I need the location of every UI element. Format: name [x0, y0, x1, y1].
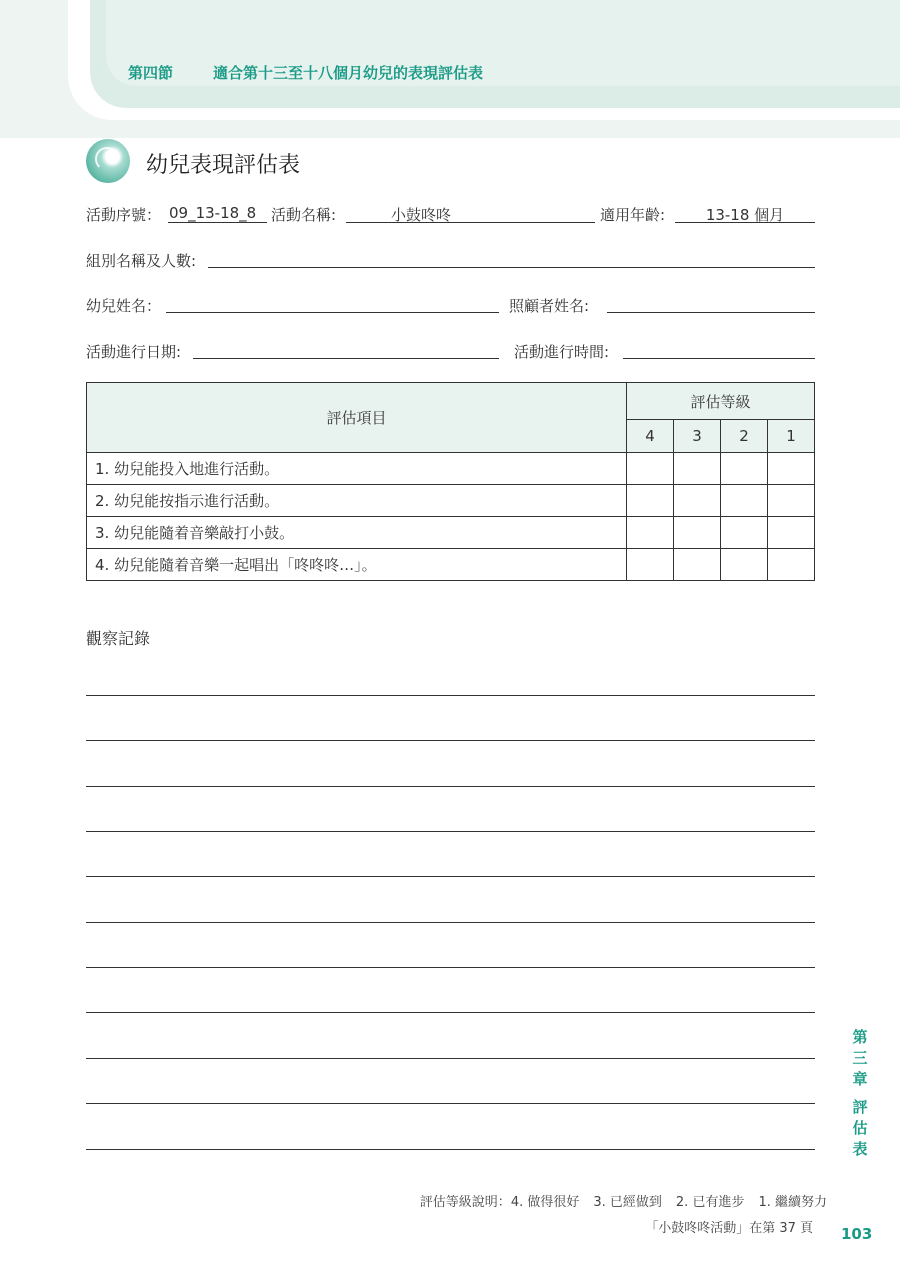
side-char: 評 [852, 1098, 868, 1116]
item-text: 3. 幼兒能隨着音樂敲打小鼓。 [87, 517, 627, 549]
child-name-label: 幼兒姓名： [86, 297, 162, 315]
level-4-header: 4 [627, 420, 674, 453]
side-tab-section [849, 1097, 871, 1160]
grade-cell[interactable] [721, 453, 768, 485]
observation-line[interactable] [86, 695, 815, 696]
level-1-header: 1 [768, 420, 815, 453]
side-tab-chapter [849, 1027, 871, 1090]
observation-line[interactable] [86, 786, 815, 787]
observation-line[interactable] [86, 876, 815, 877]
grade-cell[interactable] [627, 517, 674, 549]
grade-cell[interactable] [768, 549, 815, 581]
caregiver-field[interactable] [607, 312, 815, 313]
observation-line[interactable] [86, 1058, 815, 1059]
table-row [87, 549, 815, 581]
grade-cell[interactable] [627, 485, 674, 517]
legend-level-3: 3. 已經做到 [593, 1195, 662, 1210]
grade-cell[interactable] [674, 517, 721, 549]
legend-level-4: 4. 做得很好 [510, 1195, 580, 1210]
item-header: 評估項目 [87, 383, 627, 453]
level-3-header: 3 [674, 420, 721, 453]
observation-label: 觀察記錄 [86, 629, 151, 648]
table-row [87, 453, 815, 485]
table-row [87, 517, 815, 549]
side-char: 表 [852, 1140, 868, 1158]
caregiver-label: 照顧者姓名: [509, 297, 590, 315]
item-text: 4. 幼兒能隨着音樂一起唱出「咚咚咚…」。 [87, 549, 627, 581]
grade-cell[interactable] [674, 549, 721, 581]
sphere-bullet-icon [86, 139, 130, 183]
activity-reference: 「小鼓咚咚活動」在第 37 頁 [645, 1221, 813, 1236]
observation-line[interactable] [86, 922, 815, 923]
observation-line[interactable] [86, 967, 815, 968]
legend-level-1: 1. 繼續努力 [758, 1195, 827, 1210]
grade-cell[interactable] [627, 549, 674, 581]
grade-cell[interactable] [721, 517, 768, 549]
legend-label: 評估等級說明： [419, 1195, 511, 1210]
grade-cell[interactable] [768, 485, 815, 517]
observation-line[interactable] [86, 831, 815, 832]
activity-no-underline [168, 222, 267, 223]
side-char: 第 [852, 1028, 868, 1046]
grade-cell[interactable] [627, 453, 674, 485]
grade-cell[interactable] [674, 453, 721, 485]
item-text: 1. 幼兒能投入地進行活動。 [87, 453, 627, 485]
date-field[interactable] [193, 358, 499, 359]
grade-legend [420, 1191, 827, 1210]
activity-no-value: 09_13-18_8 [169, 204, 257, 222]
page-number: 103 [841, 1225, 873, 1243]
side-char: 章 [852, 1070, 868, 1088]
activity-name-value: 小鼓咚咚 [390, 206, 451, 224]
legend-level-2: 2. 已有進步 [675, 1195, 745, 1210]
observation-line[interactable] [86, 1103, 815, 1104]
time-label: 活動進行時間: [514, 343, 610, 361]
side-char: 估 [852, 1119, 868, 1137]
age-value: 13-18 個月 [705, 206, 785, 224]
group-field[interactable] [208, 267, 815, 268]
observation-line[interactable] [86, 1149, 815, 1150]
grade-cell[interactable] [721, 485, 768, 517]
grade-cell[interactable] [721, 549, 768, 581]
activity-no-label: 活動序號： [86, 206, 162, 224]
date-label: 活動進行日期: [86, 343, 182, 361]
time-field[interactable] [623, 358, 815, 359]
grade-cell[interactable] [674, 485, 721, 517]
activity-name-label: 活動名稱: [271, 206, 337, 224]
table-row [87, 485, 815, 517]
grade-cell[interactable] [768, 453, 815, 485]
section-title: 適合第十三至十八個月幼兒的表現評估表 [213, 64, 484, 82]
side-char: 三 [852, 1049, 868, 1067]
child-name-field[interactable] [166, 312, 499, 313]
level-2-header: 2 [721, 420, 768, 453]
observation-line[interactable] [86, 1012, 815, 1013]
grade-header: 評估等級 [627, 383, 815, 420]
evaluation-table [86, 382, 815, 581]
age-label: 適用年齡: [600, 206, 666, 224]
section-number: 第四節 [128, 64, 174, 82]
grade-cell[interactable] [768, 517, 815, 549]
group-label: 組別名稱及人數: [86, 252, 197, 270]
form-title: 幼兒表現評估表 [146, 153, 301, 178]
observation-line[interactable] [86, 740, 815, 741]
item-text: 2. 幼兒能按指示進行活動。 [87, 485, 627, 517]
